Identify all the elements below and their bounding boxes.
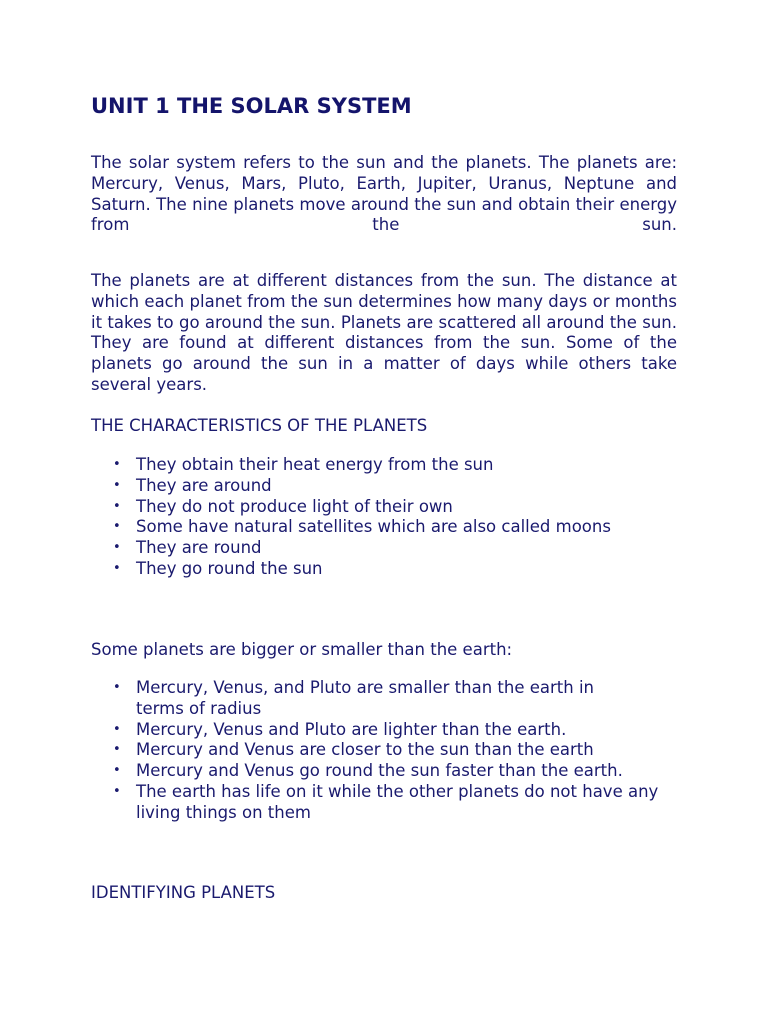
list-item bbox=[91, 782, 677, 824]
bullet-icon: • bbox=[113, 763, 121, 779]
bullet-icon: • bbox=[113, 560, 121, 576]
list-item-text: They are around bbox=[136, 475, 272, 495]
list-item-text: The earth has life on it while the other planets do not have any living things on them bbox=[136, 781, 659, 822]
list-item-text: Mercury and Venus are closer to the sun than the earth bbox=[136, 740, 594, 760]
characteristics-list bbox=[91, 455, 677, 580]
bullet-icon: • bbox=[113, 742, 121, 758]
list-item bbox=[91, 476, 677, 497]
list-item bbox=[91, 497, 677, 518]
list-item bbox=[91, 761, 677, 782]
bullet-icon: • bbox=[113, 783, 121, 799]
list-item bbox=[91, 517, 677, 538]
distance-paragraph: The planets are at different distances from the sun. The distance at which each planet from the sun determines how many days or months it takes to go around the sun. Planets are scattered all around the sun. They are found at different distances from the sun. Some of the planets go around the sun in a matter of days while others take several years. bbox=[91, 271, 677, 394]
list-item-text: They obtain their heat energy from the sun bbox=[136, 455, 494, 474]
bullet-icon: • bbox=[113, 498, 121, 514]
list-item-text: They do not produce light of their own bbox=[136, 496, 453, 516]
comparison-list bbox=[91, 678, 677, 824]
list-item bbox=[91, 740, 677, 761]
list-item bbox=[91, 720, 677, 741]
list-item-text: Mercury, Venus, and Pluto are smaller than the earth in terms of radius bbox=[136, 678, 595, 718]
bullet-icon: • bbox=[113, 519, 121, 535]
bullet-icon: • bbox=[113, 721, 121, 737]
comparison-intro: Some planets are bigger or smaller than the earth: bbox=[91, 640, 513, 659]
list-item-text: Mercury, Venus and Pluto are lighter than the earth. bbox=[136, 719, 567, 739]
intro-paragraph: The solar system refers to the sun and the planets. The planets are: Mercury, Venus, Mars, Pluto, Earth, Jupiter, Uranus, Neptune and Saturn. The nine planets move around the sun and obtain their energy from the sun. bbox=[91, 153, 677, 235]
list-item bbox=[91, 538, 677, 559]
list-item-text: They are round bbox=[136, 538, 262, 558]
bullet-icon: • bbox=[113, 540, 121, 556]
list-item bbox=[91, 455, 677, 476]
list-item-text: Mercury and Venus go round the sun faster than the earth. bbox=[136, 761, 623, 781]
bullet-icon: • bbox=[113, 457, 121, 472]
list-item-text: Some have natural satellites which are also called moons bbox=[136, 517, 611, 537]
characteristics-heading: THE CHARACTERISTICS OF THE PLANETS bbox=[91, 416, 428, 435]
bullet-icon: • bbox=[113, 477, 121, 493]
list-item bbox=[91, 678, 677, 720]
list-item-text: They go round the sun bbox=[136, 558, 323, 578]
page-title: UNIT 1 THE SOLAR SYSTEM bbox=[91, 94, 412, 118]
identifying-heading: IDENTIFYING PLANETS bbox=[91, 883, 276, 902]
list-item bbox=[91, 559, 677, 580]
bullet-icon: • bbox=[113, 680, 121, 695]
